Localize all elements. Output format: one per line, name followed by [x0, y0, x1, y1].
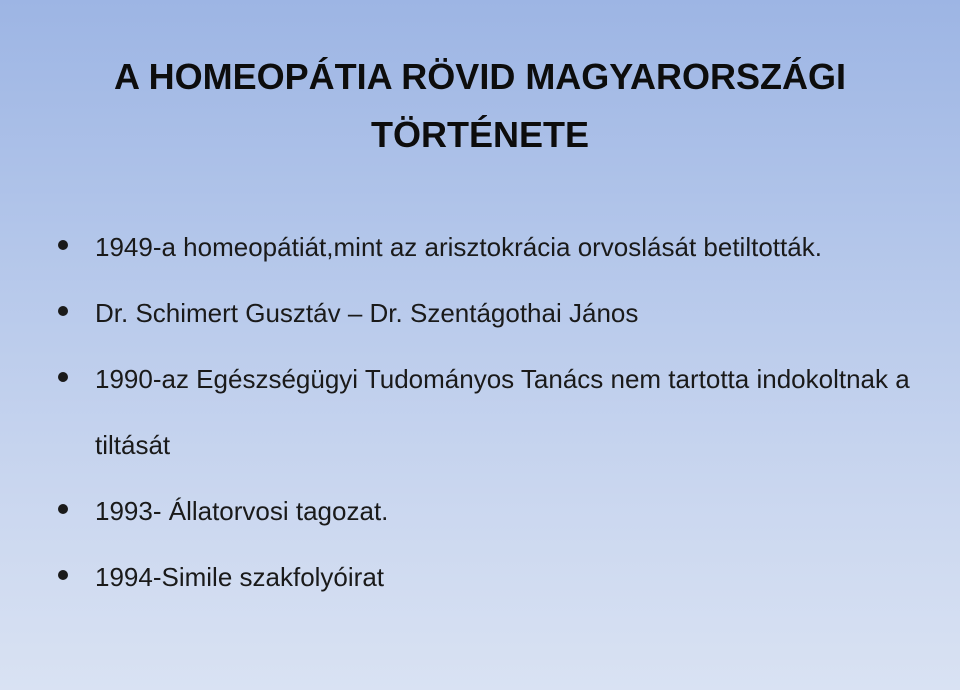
bullet-text: Dr. Schimert Gusztáv – Dr. Szentágothai János	[95, 298, 639, 328]
bullet-dot-icon	[58, 306, 68, 316]
bullet-item-1949	[58, 214, 918, 280]
bullet-item-1993	[58, 478, 918, 544]
bullet-item-1994	[58, 544, 918, 610]
bullet-dot-icon	[58, 372, 68, 382]
slide-title	[40, 48, 920, 164]
bullet-item-schimert	[58, 280, 918, 346]
bullet-text: 1949-a homeopátiát,mint az arisztokrácia orvoslását betiltották.	[95, 232, 822, 262]
bullet-dot-icon	[58, 570, 68, 580]
slide-title-line-2: TÖRTÉNETE	[370, 114, 589, 156]
slide-title-line-1: A HOMEOPÁTIA RÖVID MAGYARORSZÁGI	[113, 56, 847, 98]
bullet-text: 1994-Simile szakfolyóirat	[95, 562, 385, 592]
bullet-text: 1993- Állatorvosi tagozat.	[95, 496, 389, 526]
bullet-list	[58, 214, 918, 610]
bullet-dot-icon	[58, 504, 68, 514]
bullet-dot-icon	[58, 240, 68, 250]
bullet-text: 1990-az Egészségügyi Tudományos Tanács nem tartotta indokoltnak a tiltását	[95, 364, 910, 460]
bullet-item-1990	[58, 346, 918, 478]
